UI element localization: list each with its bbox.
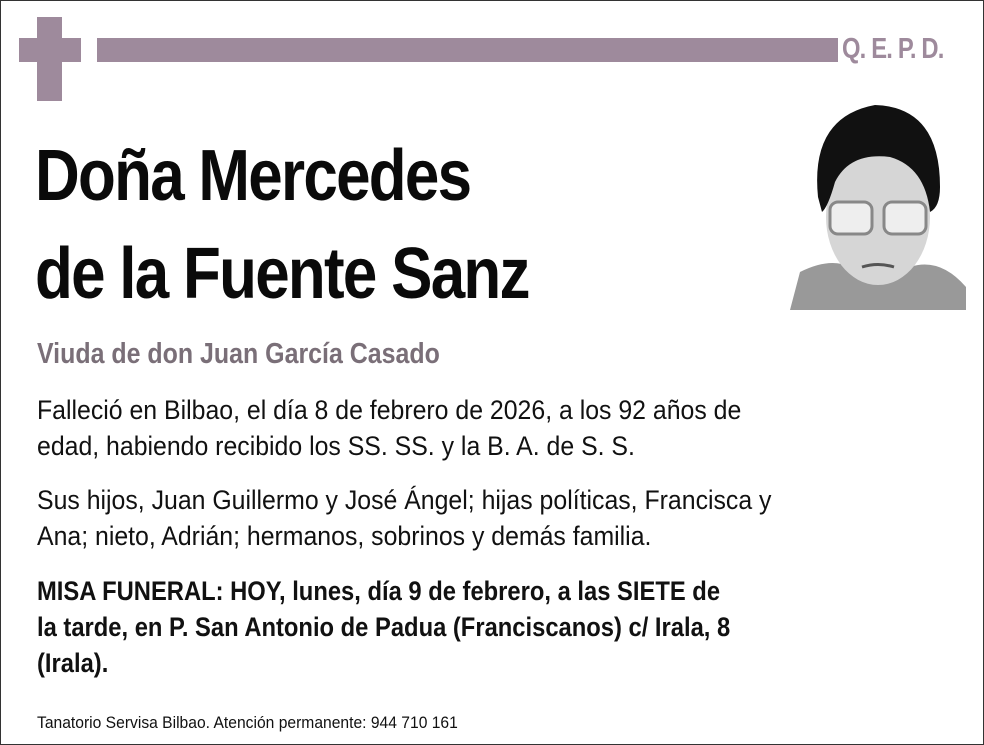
text-line: Ana; nieto, Adrián; hermanos, sobrinos y demás familia.: [37, 521, 652, 551]
text-line: MISA FUNERAL: HOY, lunes, día 9 de febrero, a las SIETE de: [37, 576, 721, 606]
qepd-label: Q. E. P. D.: [842, 33, 944, 65]
cross-horizontal: [19, 38, 81, 62]
text-line: Falleció en Bilbao, el día 8 de febrero de 2026, a los 92 años de: [37, 395, 742, 425]
text-line: edad, habiendo recibido los SS. SS. y la B. A. de S. S.: [37, 431, 635, 461]
text-line: (Irala).: [37, 648, 109, 678]
text-line: Sus hijos, Juan Guillermo y José Ángel; hijas políticas, Francisca y: [37, 485, 772, 515]
text-line: la tarde, en P. San Antonio de Padua (Franciscanos) c/ Irala, 8: [37, 612, 731, 642]
portrait-photo: [790, 97, 966, 310]
footer-funeral-home: Tanatorio Servisa Bilbao. Atención permanente: 944 710 161: [37, 713, 458, 732]
header-bar: [97, 38, 838, 62]
deceased-name-line1: Doña Mercedes: [35, 136, 471, 216]
funeral-paragraph: [37, 573, 730, 681]
family-paragraph: [37, 482, 771, 554]
subtitle: Viuda de don Juan García Casado: [37, 338, 440, 370]
deceased-name-line2: de la Fuente Sanz: [35, 234, 529, 314]
death-paragraph: [37, 392, 741, 464]
